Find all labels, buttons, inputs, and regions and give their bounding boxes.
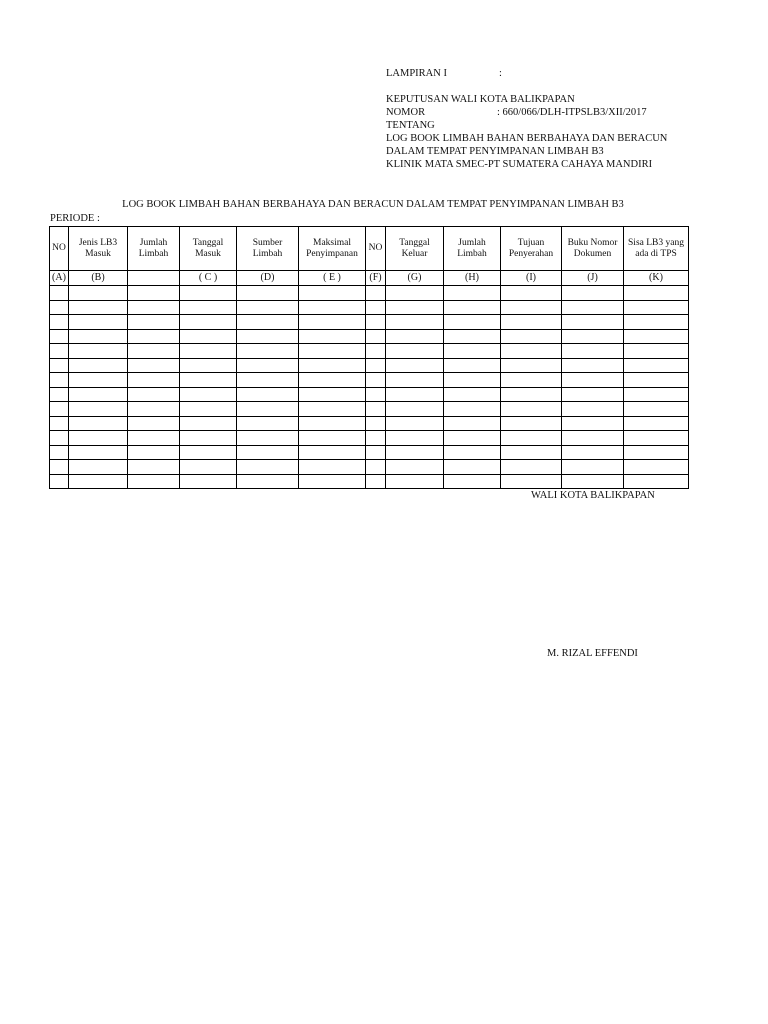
lampiran-label: LAMPIRAN I xyxy=(386,68,447,79)
table-cell[interactable] xyxy=(562,358,624,373)
column-header: Jenis LB3 Masuk xyxy=(69,227,128,271)
table-cell[interactable] xyxy=(69,474,128,489)
table-cell[interactable] xyxy=(386,344,444,359)
table-cell[interactable] xyxy=(69,445,128,460)
table-cell[interactable] xyxy=(50,387,69,402)
column-code: (F) xyxy=(366,271,386,286)
table-cell[interactable] xyxy=(501,402,562,417)
table-row xyxy=(50,329,689,344)
table-cell[interactable] xyxy=(128,344,180,359)
table-cell[interactable] xyxy=(237,474,299,489)
table-cell[interactable] xyxy=(50,315,69,330)
table-cell[interactable] xyxy=(50,445,69,460)
table-cell[interactable] xyxy=(128,387,180,402)
table-cell[interactable] xyxy=(299,286,366,301)
tentang-label: TENTANG xyxy=(386,120,435,131)
table-cell[interactable] xyxy=(237,402,299,417)
table-cell[interactable] xyxy=(366,344,386,359)
table-cell[interactable] xyxy=(299,445,366,460)
column-code: ( E ) xyxy=(299,271,366,286)
table-cell[interactable] xyxy=(128,431,180,446)
table-cell[interactable] xyxy=(69,300,128,315)
table-cell[interactable] xyxy=(624,416,689,431)
table-cell[interactable] xyxy=(624,315,689,330)
tentang-line-3: KLINIK MATA SMEC-PT SUMATERA CAHAYA MANDIRI xyxy=(386,159,653,170)
table-cell[interactable] xyxy=(501,474,562,489)
table-cell[interactable] xyxy=(299,460,366,475)
table-cell[interactable] xyxy=(180,431,237,446)
table-cell[interactable] xyxy=(501,373,562,388)
table-cell[interactable] xyxy=(624,474,689,489)
table-cell[interactable] xyxy=(237,373,299,388)
column-code: (K) xyxy=(624,271,689,286)
table-cell[interactable] xyxy=(444,344,501,359)
table-cell[interactable] xyxy=(366,460,386,475)
column-code xyxy=(128,271,180,286)
table-cell[interactable] xyxy=(624,445,689,460)
table-cell[interactable] xyxy=(237,344,299,359)
table-cell[interactable] xyxy=(386,460,444,475)
table-cell[interactable] xyxy=(69,416,128,431)
table-cell[interactable] xyxy=(501,416,562,431)
table-cell[interactable] xyxy=(501,358,562,373)
table-cell[interactable] xyxy=(624,358,689,373)
table-cell[interactable] xyxy=(299,416,366,431)
table-cell[interactable] xyxy=(50,474,69,489)
table-cell[interactable] xyxy=(128,460,180,475)
table-cell[interactable] xyxy=(624,329,689,344)
document-title-text: LOG BOOK LIMBAH BAHAN BERBAHAYA DAN BERACUN DALAM TEMPAT PENYIMPANAN LIMBAH B3 xyxy=(122,199,624,210)
table-cell[interactable] xyxy=(366,474,386,489)
table-row xyxy=(50,344,689,359)
table-row xyxy=(50,315,689,330)
table-cell[interactable] xyxy=(180,358,237,373)
table-cell[interactable] xyxy=(180,402,237,417)
table-cell[interactable] xyxy=(299,358,366,373)
table-cell[interactable] xyxy=(69,460,128,475)
table-cell[interactable] xyxy=(50,286,69,301)
keputusan-line: KEPUTUSAN WALI KOTA BALIKPAPAN xyxy=(386,94,575,105)
column-header: Sumber Limbah xyxy=(237,227,299,271)
table-cell[interactable] xyxy=(50,460,69,475)
table-row xyxy=(50,474,689,489)
tentang-line-1: LOG BOOK LIMBAH BAHAN BERBAHAYA DAN BERACUN xyxy=(386,133,668,144)
table-cell[interactable] xyxy=(624,344,689,359)
table-cell[interactable] xyxy=(299,300,366,315)
nomor-line xyxy=(386,106,667,119)
column-header: Sisa LB3 yang ada di TPS xyxy=(624,227,689,271)
column-code: ( C ) xyxy=(180,271,237,286)
table-cell[interactable] xyxy=(501,387,562,402)
table-cell[interactable] xyxy=(624,431,689,446)
table-row xyxy=(50,387,689,402)
table-row xyxy=(50,460,689,475)
column-code: (G) xyxy=(386,271,444,286)
table-cell[interactable] xyxy=(237,387,299,402)
table-cell[interactable] xyxy=(562,373,624,388)
letter-header xyxy=(386,67,667,171)
column-header: Buku Nomor Dokumen xyxy=(562,227,624,271)
column-header: Maksimal Penyimpanan xyxy=(299,227,366,271)
table-cell[interactable] xyxy=(562,344,624,359)
table-cell[interactable] xyxy=(180,474,237,489)
nomor-label: NOMOR xyxy=(386,107,426,118)
table-cell[interactable] xyxy=(299,402,366,417)
table-cell[interactable] xyxy=(128,474,180,489)
table-cell[interactable] xyxy=(386,329,444,344)
table-cell[interactable] xyxy=(444,474,501,489)
table-cell[interactable] xyxy=(444,416,501,431)
table-cell[interactable] xyxy=(299,344,366,359)
table-cell[interactable] xyxy=(69,344,128,359)
table-cell[interactable] xyxy=(50,358,69,373)
column-header: NO xyxy=(366,227,386,271)
table-cell[interactable] xyxy=(562,286,624,301)
table-cell[interactable] xyxy=(180,286,237,301)
table-cell[interactable] xyxy=(237,315,299,330)
table-cell[interactable] xyxy=(69,286,128,301)
table-cell[interactable] xyxy=(180,344,237,359)
table-cell[interactable] xyxy=(624,373,689,388)
table-body xyxy=(50,286,689,489)
table-cell[interactable] xyxy=(501,300,562,315)
table-cell[interactable] xyxy=(444,358,501,373)
table-cell[interactable] xyxy=(386,474,444,489)
lampiran-colon: : xyxy=(499,68,502,79)
table-cell[interactable] xyxy=(180,373,237,388)
table-cell[interactable] xyxy=(562,300,624,315)
table-cell[interactable] xyxy=(299,387,366,402)
table-cell[interactable] xyxy=(624,402,689,417)
column-code: (D) xyxy=(237,271,299,286)
table-cell[interactable] xyxy=(562,474,624,489)
column-code: (H) xyxy=(444,271,501,286)
table-cell[interactable] xyxy=(237,416,299,431)
table-cell[interactable] xyxy=(501,286,562,301)
column-header: NO xyxy=(50,227,69,271)
table-cell[interactable] xyxy=(237,445,299,460)
table-cell[interactable] xyxy=(128,329,180,344)
table-cell[interactable] xyxy=(180,329,237,344)
table-cell[interactable] xyxy=(624,300,689,315)
table-cell[interactable] xyxy=(366,402,386,417)
table-cell[interactable] xyxy=(444,373,501,388)
table-cell[interactable] xyxy=(624,286,689,301)
table-cell[interactable] xyxy=(386,416,444,431)
log-book-table xyxy=(49,226,689,489)
table-cell[interactable] xyxy=(386,315,444,330)
column-header: Tanggal Masuk xyxy=(180,227,237,271)
column-code: (J) xyxy=(562,271,624,286)
table-cell[interactable] xyxy=(366,300,386,315)
table-cell[interactable] xyxy=(366,416,386,431)
table-row xyxy=(50,286,689,301)
table-cell[interactable] xyxy=(386,402,444,417)
signature-name: M. RIZAL EFFENDI xyxy=(547,648,638,659)
table-cell[interactable] xyxy=(444,402,501,417)
table-cell[interactable] xyxy=(386,286,444,301)
table-cell[interactable] xyxy=(69,402,128,417)
table-cell[interactable] xyxy=(50,344,69,359)
table-cell[interactable] xyxy=(501,329,562,344)
table-cell[interactable] xyxy=(69,315,128,330)
table-cell[interactable] xyxy=(237,358,299,373)
table-cell[interactable] xyxy=(128,416,180,431)
table-cell[interactable] xyxy=(299,315,366,330)
table-cell[interactable] xyxy=(237,431,299,446)
table-cell[interactable] xyxy=(501,315,562,330)
table-row xyxy=(50,373,689,388)
table-cell[interactable] xyxy=(562,329,624,344)
table-cell[interactable] xyxy=(366,286,386,301)
column-header: Tujuan Penyerahan xyxy=(501,227,562,271)
periode-label: PERIODE : xyxy=(50,213,100,224)
table-cell[interactable] xyxy=(444,431,501,446)
table-cell[interactable] xyxy=(624,460,689,475)
table-cell[interactable] xyxy=(128,402,180,417)
table-cell[interactable] xyxy=(562,431,624,446)
column-code: (B) xyxy=(69,271,128,286)
table-cell[interactable] xyxy=(366,431,386,446)
table-row xyxy=(50,431,689,446)
table-cell[interactable] xyxy=(180,315,237,330)
table-cell[interactable] xyxy=(366,445,386,460)
table-cell[interactable] xyxy=(69,358,128,373)
table-cell[interactable] xyxy=(299,329,366,344)
table-cell[interactable] xyxy=(69,387,128,402)
table-cell[interactable] xyxy=(128,373,180,388)
table-cell[interactable] xyxy=(299,474,366,489)
table-cell[interactable] xyxy=(180,460,237,475)
table-cell[interactable] xyxy=(501,431,562,446)
table-cell[interactable] xyxy=(444,460,501,475)
table-cell[interactable] xyxy=(624,387,689,402)
table-cell[interactable] xyxy=(69,329,128,344)
table-cell[interactable] xyxy=(180,387,237,402)
table-cell[interactable] xyxy=(180,300,237,315)
table-cell[interactable] xyxy=(128,286,180,301)
table-cell[interactable] xyxy=(180,445,237,460)
table-cell[interactable] xyxy=(386,387,444,402)
table-cell[interactable] xyxy=(562,460,624,475)
table-row xyxy=(50,358,689,373)
table-cell[interactable] xyxy=(237,460,299,475)
lampiran-line xyxy=(386,67,667,80)
table-cell[interactable] xyxy=(128,445,180,460)
table-cell[interactable] xyxy=(501,445,562,460)
table-cell[interactable] xyxy=(237,329,299,344)
table-cell[interactable] xyxy=(444,286,501,301)
table-cell[interactable] xyxy=(386,445,444,460)
column-code: (A) xyxy=(50,271,69,286)
column-code: (I) xyxy=(501,271,562,286)
table-cell[interactable] xyxy=(562,445,624,460)
table-row xyxy=(50,300,689,315)
table-cell[interactable] xyxy=(237,286,299,301)
table-cell[interactable] xyxy=(128,358,180,373)
table-cell[interactable] xyxy=(50,329,69,344)
table-cell[interactable] xyxy=(50,416,69,431)
table-cell[interactable] xyxy=(444,315,501,330)
table-cell[interactable] xyxy=(444,387,501,402)
table-cell[interactable] xyxy=(366,358,386,373)
tentang-line-2: DALAM TEMPAT PENYIMPANAN LIMBAH B3 xyxy=(386,146,604,157)
column-header: Jumlah Limbah xyxy=(128,227,180,271)
table-cell[interactable] xyxy=(386,373,444,388)
table-cell[interactable] xyxy=(299,431,366,446)
table-cell[interactable] xyxy=(128,300,180,315)
table-cell[interactable] xyxy=(69,373,128,388)
signature-title: WALI KOTA BALIKPAPAN xyxy=(531,490,655,501)
table-cell[interactable] xyxy=(128,315,180,330)
table-row xyxy=(50,416,689,431)
nomor-value: : 660/066/DLH-ITPSLB3/XII/2017 xyxy=(497,107,647,118)
table-cell[interactable] xyxy=(69,431,128,446)
table-cell[interactable] xyxy=(180,416,237,431)
table-cell[interactable] xyxy=(562,416,624,431)
table-cell[interactable] xyxy=(444,300,501,315)
table-cell[interactable] xyxy=(386,358,444,373)
table-cell[interactable] xyxy=(366,315,386,330)
table-cell[interactable] xyxy=(50,431,69,446)
table-code-row xyxy=(50,271,689,286)
column-header: Tanggal Keluar xyxy=(386,227,444,271)
table-cell[interactable] xyxy=(562,315,624,330)
table-row xyxy=(50,445,689,460)
document-title xyxy=(0,198,746,211)
table-cell[interactable] xyxy=(366,373,386,388)
table-cell[interactable] xyxy=(50,402,69,417)
table-cell[interactable] xyxy=(386,431,444,446)
table-cell[interactable] xyxy=(366,329,386,344)
table-cell[interactable] xyxy=(237,300,299,315)
table-cell[interactable] xyxy=(299,373,366,388)
table-cell[interactable] xyxy=(562,402,624,417)
table-cell[interactable] xyxy=(50,373,69,388)
table-cell[interactable] xyxy=(444,445,501,460)
table-cell[interactable] xyxy=(444,329,501,344)
table-cell[interactable] xyxy=(366,387,386,402)
table-cell[interactable] xyxy=(501,344,562,359)
table-cell[interactable] xyxy=(50,300,69,315)
table-cell[interactable] xyxy=(562,387,624,402)
table-header-row xyxy=(50,227,689,271)
table-row xyxy=(50,402,689,417)
column-header: Jumlah Limbah xyxy=(444,227,501,271)
table-cell[interactable] xyxy=(386,300,444,315)
table-cell[interactable] xyxy=(501,460,562,475)
